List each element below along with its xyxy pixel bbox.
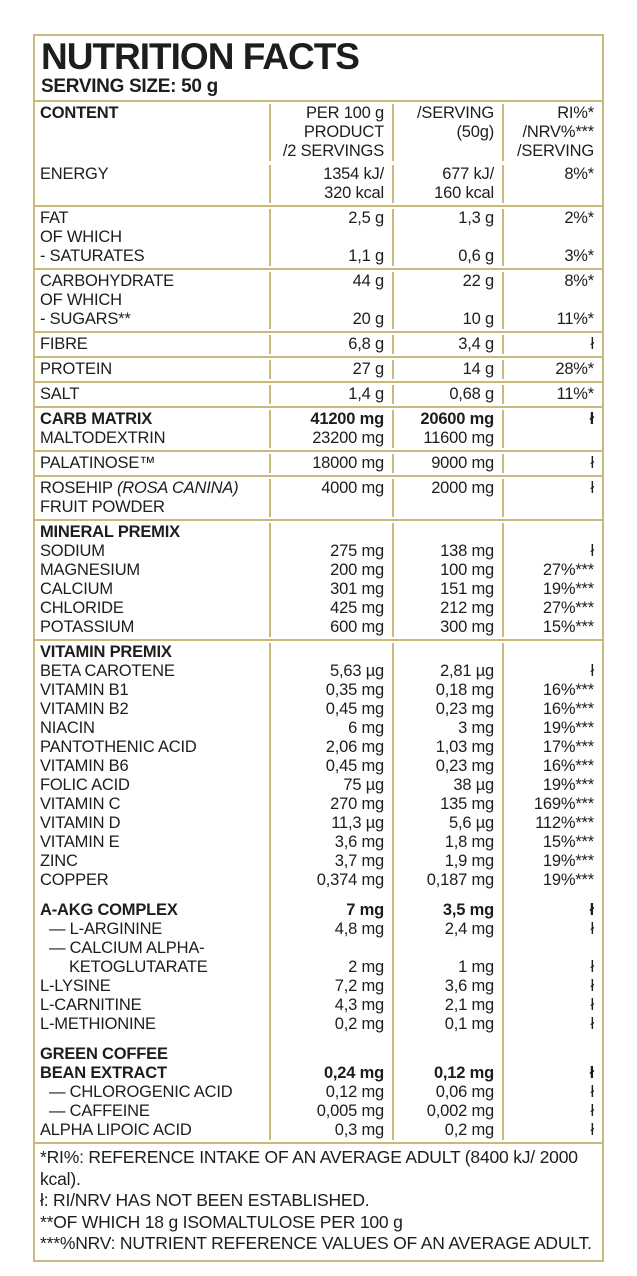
- row-label: OF WHICH: [40, 228, 122, 246]
- value-per-100g: 0,12 mg: [269, 1083, 392, 1102]
- row-label: VITAMIN B1: [40, 681, 129, 699]
- value-ri-nrv: ł: [502, 479, 602, 498]
- value-ri-nrv: 27%***: [502, 561, 602, 580]
- value-ri-nrv: 112%***: [502, 814, 602, 833]
- footnote-isomaltulose: **OF WHICH 18 g ISOMALTULOSE PER 100 g: [40, 1211, 403, 1232]
- row-label: VITAMIN B6: [40, 757, 129, 775]
- section-fibre: [35, 331, 602, 356]
- column-header-per-100g: [269, 104, 392, 161]
- value-per-100g: 425 mg: [269, 599, 392, 618]
- nutrition-facts-label: [33, 34, 604, 1262]
- value-per-serving: 0,06 mg: [392, 1083, 502, 1102]
- value-per-serving: 38 µg: [392, 776, 502, 795]
- section-carbohydrate: [35, 268, 602, 331]
- value-per-serving: 22 g: [392, 272, 502, 291]
- value-per-serving: 3,4 g: [392, 335, 502, 354]
- row-label: ROSEHIP (ROSA CANINA): [40, 479, 239, 497]
- section-protein: [35, 356, 602, 381]
- value-per-serving: 2000 mg: [392, 479, 502, 498]
- value-per-serving: [392, 228, 502, 247]
- value-ri-nrv: [502, 228, 602, 247]
- row-label: A-AKG COMPLEX: [40, 901, 178, 919]
- value-per-100g: 20 g: [269, 310, 392, 329]
- value-ri-nrv: [502, 1045, 602, 1064]
- row-label: SODIUM: [40, 542, 105, 560]
- value-per-100g: 3,7 mg: [269, 852, 392, 871]
- row-label: FOLIC ACID: [40, 776, 130, 794]
- value-per-serving: 5,6 µg: [392, 814, 502, 833]
- value-ri-nrv: ł: [502, 662, 602, 681]
- value-per-100g: 27 g: [269, 360, 392, 379]
- row-label: MALTODEXTRIN: [40, 429, 166, 447]
- value-per-serving: 14 g: [392, 360, 502, 379]
- value-per-serving: 2,81 µg: [392, 662, 502, 681]
- value-per-100g: 301 mg: [269, 580, 392, 599]
- column-header-row: [35, 100, 602, 163]
- value-ri-nrv: 2%*: [502, 209, 602, 228]
- value-ri-nrv: 8%*: [502, 165, 602, 184]
- column-header-line: (50g): [456, 123, 494, 141]
- value-ri-nrv: ł: [502, 996, 602, 1015]
- row-label: NIACIN: [40, 719, 95, 737]
- value-per-100g: 600 mg: [269, 618, 392, 637]
- value-per-serving: 0,23 mg: [392, 757, 502, 776]
- title-block: [35, 36, 602, 100]
- value-per-100g: 270 mg: [269, 795, 392, 814]
- value-per-100g: 44 g: [269, 272, 392, 291]
- footnote-not-established: ł: RI/NRV HAS NOT BEEN ESTABLISHED.: [40, 1190, 370, 1210]
- value-per-100g: 275 mg: [269, 542, 392, 561]
- row-label: POTASSIUM: [40, 618, 135, 636]
- column-header-line: /NRV%***: [522, 123, 594, 141]
- footnote-nrv: ***%NRV: NUTRIENT REFERENCE VALUES OF AN AVERAGE ADULT.: [40, 1233, 592, 1253]
- page-title: NUTRITION FACTS: [41, 36, 359, 77]
- row-label: OF WHICH: [40, 291, 122, 309]
- value-per-serving: 151 mg: [392, 580, 502, 599]
- section-rosehip: [35, 475, 602, 519]
- value-per-serving: 2,1 mg: [392, 996, 502, 1015]
- value-ri-nrv: 3%*: [502, 247, 602, 266]
- value-per-serving: 0,18 mg: [392, 681, 502, 700]
- value-per-serving: 300 mg: [392, 618, 502, 637]
- value-per-serving: [392, 1045, 502, 1064]
- row-label: VITAMIN PREMIX: [40, 643, 172, 661]
- row-label: VITAMIN B2: [40, 700, 129, 718]
- value-ri-nrv: [502, 184, 602, 203]
- row-spacer: [35, 890, 269, 901]
- footnotes-block: [35, 1142, 602, 1260]
- value-ri-nrv: [502, 939, 602, 958]
- value-per-serving: [392, 939, 502, 958]
- value-per-serving: [392, 523, 502, 542]
- value-ri-nrv: [502, 890, 602, 901]
- value-ri-nrv: ł: [502, 410, 602, 429]
- row-label: L-METHIONINE: [40, 1015, 156, 1033]
- row-label: VITAMIN D: [40, 814, 121, 832]
- value-per-100g: 7,2 mg: [269, 977, 392, 996]
- row-label: SALT: [40, 385, 80, 403]
- row-label: - SUGARS**: [40, 310, 131, 328]
- value-per-serving: 3,6 mg: [392, 977, 502, 996]
- section-fat: [35, 205, 602, 268]
- value-ri-nrv: 169%***: [502, 795, 602, 814]
- value-ri-nrv: 28%*: [502, 360, 602, 379]
- value-per-serving: 0,002 mg: [392, 1102, 502, 1121]
- value-per-100g: 41200 mg: [269, 410, 392, 429]
- row-label: MAGNESIUM: [40, 561, 140, 579]
- row-label: FIBRE: [40, 335, 88, 353]
- column-header-ri-nrv: [502, 104, 602, 161]
- value-ri-nrv: [502, 429, 602, 448]
- value-per-serving: 0,2 mg: [392, 1121, 502, 1140]
- value-ri-nrv: ł: [502, 901, 602, 920]
- value-ri-nrv: 19%***: [502, 719, 602, 738]
- row-label: CALCIUM: [40, 580, 113, 598]
- value-per-serving: 0,187 mg: [392, 871, 502, 890]
- row-label: MINERAL PREMIX: [40, 523, 180, 541]
- value-ri-nrv: ł: [502, 958, 602, 977]
- row-label: CARB MATRIX: [40, 410, 153, 428]
- value-per-100g: 18000 mg: [269, 454, 392, 473]
- value-ri-nrv: 19%***: [502, 580, 602, 599]
- value-ri-nrv: 19%***: [502, 871, 602, 890]
- row-label: GREEN COFFEE: [40, 1045, 168, 1063]
- value-per-100g: 4,3 mg: [269, 996, 392, 1015]
- value-ri-nrv: ł: [502, 920, 602, 939]
- column-header-line: PRODUCT: [303, 123, 384, 141]
- value-per-100g: 7 mg: [269, 901, 392, 920]
- value-per-serving: 1,8 mg: [392, 833, 502, 852]
- row-label: COPPER: [40, 871, 109, 889]
- value-per-serving: 0,68 g: [392, 385, 502, 404]
- value-per-serving: 135 mg: [392, 795, 502, 814]
- value-per-serving: 20600 mg: [392, 410, 502, 429]
- row-label: FAT: [40, 209, 69, 227]
- value-ri-nrv: 11%*: [502, 310, 602, 329]
- row-label: CARBOHYDRATE: [40, 272, 174, 290]
- row-label: — CALCIUM ALPHA-: [49, 939, 205, 957]
- value-per-serving: 0,6 g: [392, 247, 502, 266]
- value-ri-nrv: 27%***: [502, 599, 602, 618]
- value-per-100g: [269, 523, 392, 542]
- row-label: PANTOTHENIC ACID: [40, 738, 197, 756]
- row-label: ZINC: [40, 852, 78, 870]
- section-energy: [35, 163, 602, 205]
- value-per-100g: 0,24 mg: [269, 1064, 392, 1083]
- section-vitamin-premix-and-complexes: [35, 639, 602, 1142]
- row-label: - SATURATES: [40, 247, 145, 265]
- value-per-serving: 1,03 mg: [392, 738, 502, 757]
- value-per-serving: [392, 643, 502, 662]
- serving-size: SERVING SIZE: 50 g: [41, 76, 218, 97]
- value-per-100g: 4,8 mg: [269, 920, 392, 939]
- value-per-serving: 0,12 mg: [392, 1064, 502, 1083]
- value-per-serving: [392, 291, 502, 310]
- row-label: PROTEIN: [40, 360, 112, 378]
- value-ri-nrv: ł: [502, 977, 602, 996]
- value-per-100g: [269, 890, 392, 901]
- value-per-serving: 212 mg: [392, 599, 502, 618]
- row-label: ALPHA LIPOIC ACID: [40, 1121, 192, 1139]
- value-ri-nrv: 8%*: [502, 272, 602, 291]
- column-header-content: CONTENT: [40, 104, 119, 122]
- value-ri-nrv: [502, 523, 602, 542]
- value-per-100g: 0,35 mg: [269, 681, 392, 700]
- value-per-100g: [269, 228, 392, 247]
- value-ri-nrv: ł: [502, 1064, 602, 1083]
- value-ri-nrv: ł: [502, 454, 602, 473]
- value-ri-nrv: 17%***: [502, 738, 602, 757]
- value-per-serving: [392, 890, 502, 901]
- value-per-serving: [392, 1034, 502, 1045]
- value-ri-nrv: 16%***: [502, 681, 602, 700]
- value-per-100g: [269, 643, 392, 662]
- value-per-100g: 6 mg: [269, 719, 392, 738]
- value-ri-nrv: 16%***: [502, 700, 602, 719]
- footnote-ri: *RI%: REFERENCE INTAKE OF AN AVERAGE ADULT (8400 kJ/ 2000 kcal).: [40, 1147, 578, 1189]
- value-ri-nrv: ł: [502, 335, 602, 354]
- value-ri-nrv: 15%***: [502, 833, 602, 852]
- row-label: KETOGLUTARATE: [69, 958, 208, 976]
- value-per-100g: [269, 1045, 392, 1064]
- value-ri-nrv: 15%***: [502, 618, 602, 637]
- row-label: VITAMIN E: [40, 833, 120, 851]
- value-per-100g: 2,06 mg: [269, 738, 392, 757]
- value-per-100g: [269, 939, 392, 958]
- section-salt: [35, 381, 602, 406]
- value-per-serving: 0,23 mg: [392, 700, 502, 719]
- row-label: — CAFFEINE: [49, 1102, 150, 1120]
- row-label: — L-ARGININE: [49, 920, 163, 938]
- value-per-100g: [269, 1034, 392, 1045]
- value-per-100g: 6,8 g: [269, 335, 392, 354]
- section-mineral-premix: [35, 519, 602, 639]
- value-per-serving: 9000 mg: [392, 454, 502, 473]
- value-per-100g: 0,45 mg: [269, 757, 392, 776]
- value-per-serving: 2,4 mg: [392, 920, 502, 939]
- row-label: BETA CAROTENE: [40, 662, 175, 680]
- value-ri-nrv: ł: [502, 1121, 602, 1140]
- value-per-serving: 677 kJ/: [392, 165, 502, 184]
- value-ri-nrv: [502, 291, 602, 310]
- value-per-100g: 2,5 g: [269, 209, 392, 228]
- value-per-100g: 1,4 g: [269, 385, 392, 404]
- row-label: L-CARNITINE: [40, 996, 142, 1014]
- row-label: [35, 184, 269, 203]
- value-per-100g: 4000 mg: [269, 479, 392, 498]
- value-per-serving: 1,9 mg: [392, 852, 502, 871]
- value-ri-nrv: [502, 643, 602, 662]
- value-per-100g: 0,374 mg: [269, 871, 392, 890]
- row-label: L-LYSINE: [40, 977, 111, 995]
- value-per-100g: [269, 498, 392, 517]
- value-per-serving: 138 mg: [392, 542, 502, 561]
- value-per-100g: 3,6 mg: [269, 833, 392, 852]
- value-per-100g: 23200 mg: [269, 429, 392, 448]
- row-spacer: [35, 1034, 269, 1045]
- value-per-100g: 75 µg: [269, 776, 392, 795]
- value-per-serving: [392, 498, 502, 517]
- value-per-100g: 0,45 mg: [269, 700, 392, 719]
- value-per-serving: 160 kcal: [392, 184, 502, 203]
- value-per-serving: 10 g: [392, 310, 502, 329]
- value-per-100g: 1354 kJ/: [269, 165, 392, 184]
- section-palatinose: [35, 450, 602, 475]
- column-header-line: RI%*: [557, 104, 594, 122]
- value-per-100g: 1,1 g: [269, 247, 392, 266]
- column-header-line: /2 SERVINGS: [282, 142, 384, 160]
- value-ri-nrv: ł: [502, 1102, 602, 1121]
- value-per-100g: 200 mg: [269, 561, 392, 580]
- value-ri-nrv: 16%***: [502, 757, 602, 776]
- column-header-per-serving: [392, 104, 502, 161]
- value-per-100g: 2 mg: [269, 958, 392, 977]
- value-per-serving: 3,5 mg: [392, 901, 502, 920]
- value-per-100g: 0,005 mg: [269, 1102, 392, 1121]
- row-label: VITAMIN C: [40, 795, 121, 813]
- value-per-100g: [269, 291, 392, 310]
- value-per-100g: 320 kcal: [269, 184, 392, 203]
- value-ri-nrv: ł: [502, 1083, 602, 1102]
- value-per-serving: 1 mg: [392, 958, 502, 977]
- value-per-serving: 100 mg: [392, 561, 502, 580]
- row-label: — CHLOROGENIC ACID: [49, 1083, 233, 1101]
- value-per-serving: 11600 mg: [392, 429, 502, 448]
- value-per-100g: 0,3 mg: [269, 1121, 392, 1140]
- row-label: ENERGY: [40, 165, 109, 183]
- column-header-line: /SERVING: [417, 104, 494, 122]
- value-per-100g: 5,63 µg: [269, 662, 392, 681]
- value-per-100g: 11,3 µg: [269, 814, 392, 833]
- value-ri-nrv: ł: [502, 542, 602, 561]
- value-per-serving: 3 mg: [392, 719, 502, 738]
- row-label: FRUIT POWDER: [40, 498, 165, 516]
- row-label: PALATINOSE™: [40, 454, 156, 472]
- value-per-100g: 0,2 mg: [269, 1015, 392, 1034]
- value-ri-nrv: [502, 1034, 602, 1045]
- value-ri-nrv: 11%*: [502, 385, 602, 404]
- row-label: CHLORIDE: [40, 599, 124, 617]
- column-header-line: /SERVING: [517, 142, 594, 160]
- value-ri-nrv: 19%***: [502, 776, 602, 795]
- value-per-serving: 1,3 g: [392, 209, 502, 228]
- section-carb-matrix: [35, 406, 602, 450]
- column-header-line: PER 100 g: [305, 104, 384, 122]
- row-label: BEAN EXTRACT: [40, 1064, 167, 1082]
- value-ri-nrv: [502, 498, 602, 517]
- value-ri-nrv: 19%***: [502, 852, 602, 871]
- value-ri-nrv: ł: [502, 1015, 602, 1034]
- value-per-serving: 0,1 mg: [392, 1015, 502, 1034]
